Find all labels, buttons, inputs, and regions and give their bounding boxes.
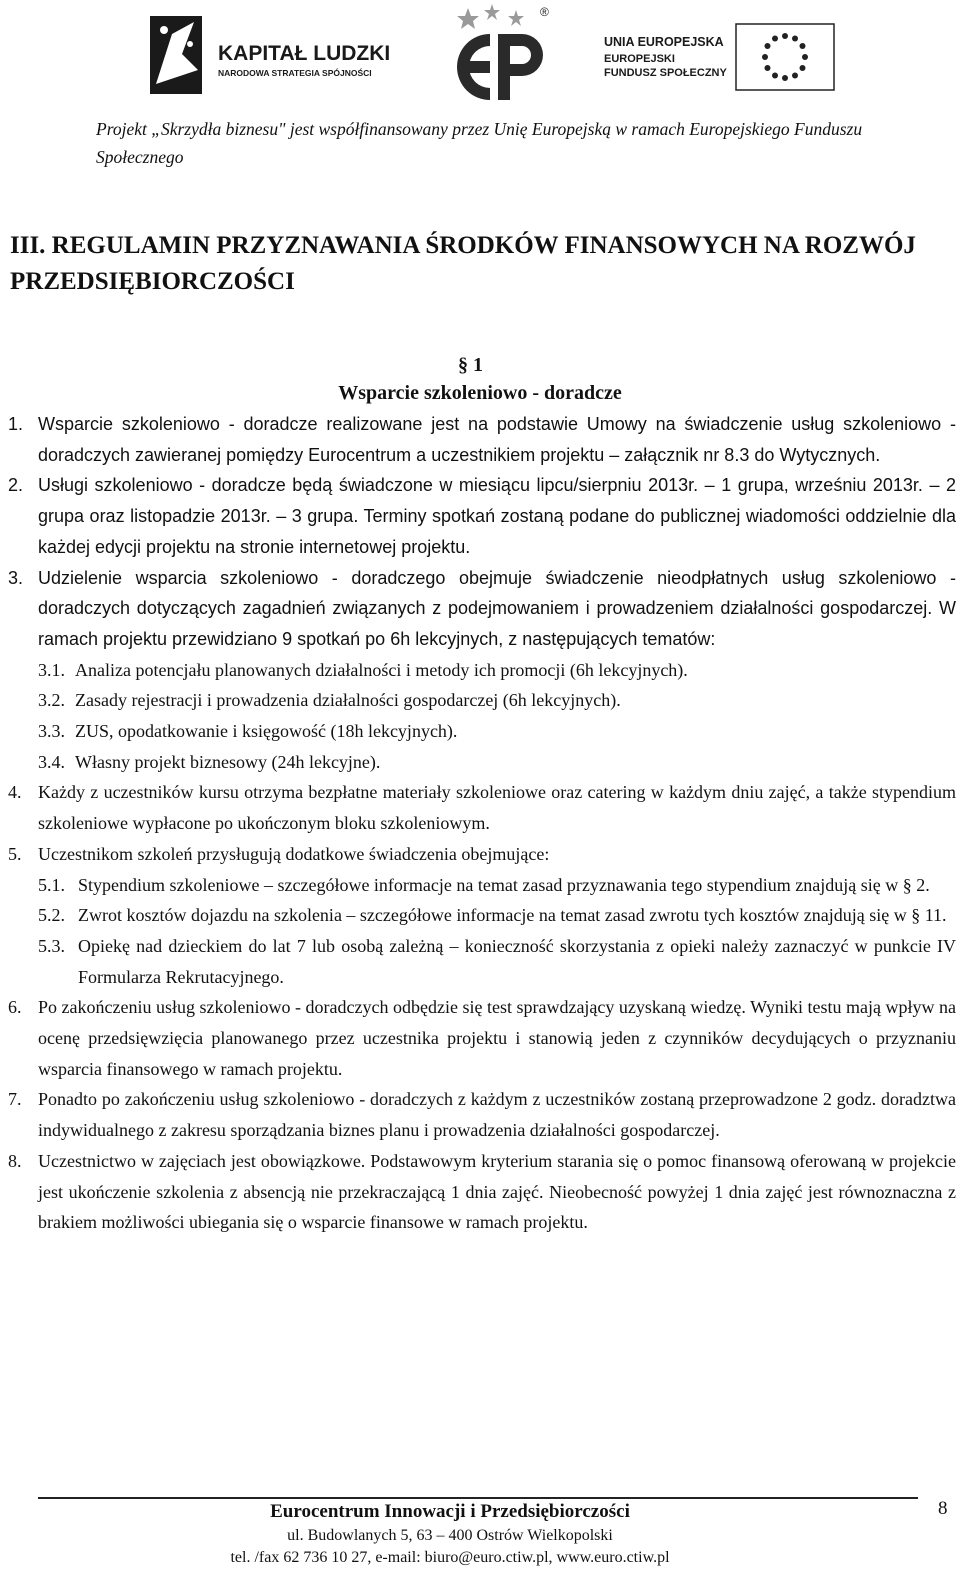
item-text: Każdy z uczestników kursu otrzyma bezpłatne materiały szkoleniowe oraz catering w każdym dniu zajęć, a także stypendium szkoleniowe wypłacone po ukończonym bloku szkoleniowym. [38,782,956,834]
item-text: Zwrot kosztów dojazdu na szkolenia – szczegółowe informacje na temat zasad zwrotu tych kosztów znajdują się w § 11. [78,905,947,926]
eu-line2: EUROPEJSKI [604,53,675,65]
item-text: Ponadto po zakończeniu usług szkoleniowo - doradczych z każdym z uczestników zostaną przeprowadzone 2 godz. doradztwa indywidualnego z zakresu sporządzania biznes planu i prowadzenia działalności gospodarczej. [38,1089,956,1141]
list-item [0,900,960,931]
item-text: ZUS, opodatkowanie i księgowość (18h lekcyjnych). [75,721,458,742]
footer-organization: Eurocentrum Innowacji i Przedsiębiorczości [270,1501,630,1522]
list-item [0,931,960,992]
footer-address: ul. Budowlanych 5, 63 – 400 Ostrów Wielkopolski [287,1527,613,1544]
item-text: Wsparcie szkoleniowo - doradcze realizowane jest na podstawie Umowy na świadczenie usług szkoleniowo - doradczych zawieranej pomiędzy Eurocentrum a uczestnikiem projektu – załącznik nr 8.3 do Wytycznych. [38,414,956,465]
list-item [0,716,960,747]
project-funding-note: Projekt „Skrzydła biznesu" jest współfinansowany przez Unię Europejską w ramach Europejskiego Funduszu Społecznego [96,119,863,167]
item-text: Uczestnictwo w zajęciach jest obowiązkowe. Podstawowym kryterium starania się o pomoc finansową oferowaną w projekcie jest ukończenie szkolenia z absencją nie przekraczającą 1 dnia zajęć. Nieobecność powyżej 1 dnia zajęć jest równoznaczna z brakiem możliwości ubiegania się o wsparcie finansowe w ramach projektu. [38,1150,956,1233]
item-number: 2. [8,475,24,496]
item-text: Analiza potencjału planowanych działalności i metody ich promocji (6h lekcyjnych). [75,659,688,680]
list-item [0,409,960,470]
item-number: 5. [8,843,22,864]
eu-line1: UNIA EUROPEJSKA [604,35,724,49]
list-item [0,655,960,686]
item-text: Zasady rejestracji i prowadzenia działalności gospodarczej (6h lekcyjnych). [75,690,621,711]
page-number: 8 [938,1498,948,1519]
document-title: III. REGULAMIN PRZYZNAWANIA ŚRODKÓW FINANSOWYCH NA ROZWÓJ PRZEDSIĘBIORCZOŚCI [10,232,916,295]
list-item [0,747,960,778]
list-item [0,470,960,562]
logo-bar [0,0,960,112]
item-number: 3.4. [38,751,65,772]
list-item [0,992,960,1084]
list-item [0,839,960,870]
footer-contact: tel. /fax 62 736 10 27, e-mail: biuro@euro.ctiw.pl, www.euro.ctiw.pl [230,1549,670,1566]
kapital-ludzki-name: KAPITAŁ LUDZKI [218,42,391,65]
page-footer [100,1498,800,1569]
item-number: 6. [8,997,22,1018]
list-item [0,563,960,655]
item-text: Własny projekt biznesowy (24h lekcyjne). [75,751,381,772]
list-item [0,777,960,838]
section-symbol: § 1 [458,354,483,376]
item-text: Po zakończeniu usług szkoleniowo - doradczych odbędzie się test sprawdzający uzyskaną wiedzę. Wyniki testu mają wpływ na ocenę przedsięwzięcia planowanego przez uczestnika projektu i stanowią jeden z czynników decydujących o przyznaniu wsparcia finansowego w ramach projektu. [38,997,956,1079]
item-number: 1. [8,414,24,434]
item-number: 5.3. [38,935,65,956]
item-number: 3.3. [38,721,65,742]
item-text: Udzielenie wsparcia szkoleniowo - doradczego obejmuje świadczenie nieodpłatnych usług szkoleniowo - doradczych dotyczących zagadnień związanych z podejmowaniem i prowadzeniem działalności gospodarczej. W ramach projektu przewidziano 9 spotkań po 6h lekcyjnych, z następujących tematów: [38,567,956,649]
regulation-body [0,409,960,1238]
item-number: 7. [8,1089,22,1110]
item-text: Usługi szkoleniowo - doradcze będą świadczone w miesiącu lipcu/sierpniu 2013r. – 1 grupa, wrześniu 2013r. – 2 grupa oraz listopadzie 2013r. – 3 grupa. Terminy spotkań zostaną podane do publicznej wiadomości oddzielnie dla każdej edycji projektu na stronie internetowej projektu. [38,475,956,557]
registered-mark: ® [540,5,549,19]
item-number: 3.1. [38,659,65,680]
item-text: Uczestnikom szkoleń przysługują dodatkowe świadczenia obejmujące: [38,843,550,864]
list-item [0,1146,960,1238]
item-number: 8. [8,1150,22,1171]
ep-logo [430,0,560,108]
list-item [0,870,960,901]
item-text: Opiekę nad dzieckiem do lat 7 lub osobą zależną – konieczność skorzystania z opieki należy zaznaczyć w punkcie IV Formularza Rekrutacyjnego. [78,935,956,987]
item-number: 3.2. [38,690,65,711]
eu-logo [598,22,838,92]
section-title: Wsparcie szkoleniowo - doradcze [338,382,622,404]
item-number: 4. [8,782,22,803]
item-number: 5.2. [38,905,65,926]
eu-line3: FUNDUSZ SPOŁECZNY [604,67,727,79]
list-item [0,1084,960,1145]
kapital-ludzki-subtitle: NARODOWA STRATEGIA SPÓJNOŚCI [218,68,372,78]
item-number: 3. [8,567,24,588]
item-text: Stypendium szkoleniowe – szczegółowe informacje na temat zasad przyznawania tego stypendium znajdują się w § 2. [78,874,930,895]
item-number: 5.1. [38,874,65,895]
list-item [0,685,960,716]
kapital-ludzki-logo [142,14,402,98]
